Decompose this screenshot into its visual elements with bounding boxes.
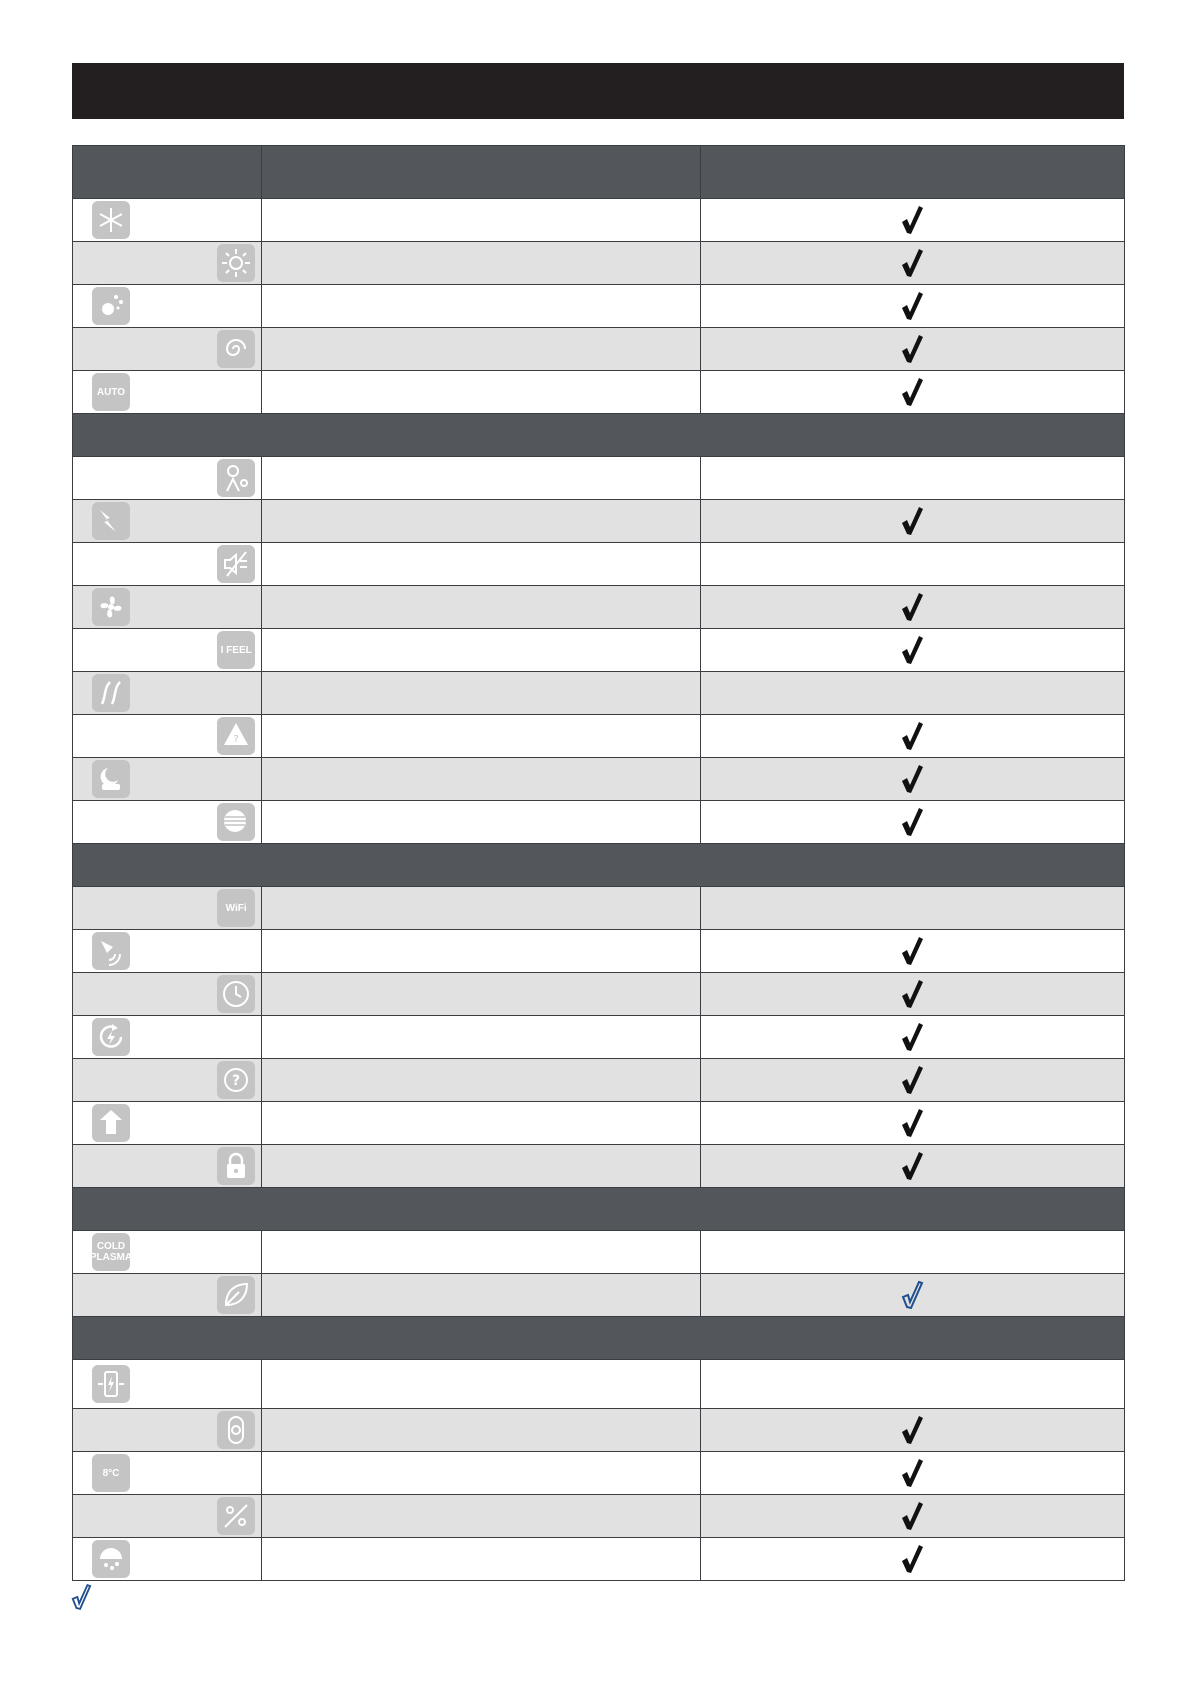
table-row (73, 758, 1125, 801)
icon-cell (73, 887, 262, 930)
table-row (73, 672, 1125, 715)
turbo-icon (92, 502, 130, 540)
icon-cell (73, 1102, 262, 1145)
availability-cell (700, 328, 1124, 371)
check-icon (900, 506, 924, 536)
availability-cell (700, 586, 1124, 629)
feature-cell (262, 801, 700, 844)
dry-icon (92, 287, 130, 325)
feature-cell (262, 973, 700, 1016)
sleep-icon (92, 760, 130, 798)
icon-cell (73, 672, 262, 715)
check-icon (900, 721, 924, 751)
availability-cell (700, 887, 1124, 930)
check-icon (900, 1065, 924, 1095)
feature-cell (262, 199, 700, 242)
check-icon (900, 1501, 924, 1531)
header-cell-icon (73, 146, 262, 199)
check-icon (900, 377, 924, 407)
icon-cell (73, 543, 262, 586)
icon-cell (73, 715, 262, 758)
cold-plasma-icon (89, 1233, 133, 1271)
feature-cell (262, 887, 700, 930)
availability-cell (700, 973, 1124, 1016)
swing-icon (92, 674, 130, 712)
icon-label: 8°C (102, 1467, 120, 1479)
table-row (73, 500, 1125, 543)
availability-cell (700, 371, 1124, 414)
header-cell-availability (700, 146, 1124, 199)
feature-cell (262, 930, 700, 973)
table-row (73, 1016, 1125, 1059)
table-row (73, 242, 1125, 285)
availability-cell (700, 930, 1124, 973)
smart-mode-icon (217, 717, 255, 755)
feature-cell (262, 1452, 700, 1495)
fan-icon (92, 588, 130, 626)
table-row (73, 930, 1125, 973)
check-icon (900, 764, 924, 794)
table-row (73, 371, 1125, 414)
icon-cell (73, 973, 262, 1016)
availability-cell (700, 242, 1124, 285)
icon-cell (73, 1059, 262, 1102)
svg-text:?: ? (233, 734, 239, 745)
icon-cell (73, 1538, 262, 1581)
feature-table (72, 145, 1125, 1581)
svg-text:?: ? (232, 1073, 241, 1089)
check-icon (900, 936, 924, 966)
section-header-cell (73, 844, 1125, 887)
icon-cell (73, 328, 262, 371)
feature-cell (262, 371, 700, 414)
icon-cell (73, 1495, 262, 1538)
availability-cell (700, 758, 1124, 801)
table-row (73, 629, 1125, 672)
availability-cell (700, 1409, 1124, 1452)
section-header-row (73, 414, 1125, 457)
heat-8c-icon (92, 1454, 130, 1492)
feature-cell (262, 1102, 700, 1145)
check-icon (900, 1544, 924, 1574)
section-header-cell (73, 1188, 1125, 1231)
i-feel-icon (217, 631, 255, 669)
availability-cell (700, 1274, 1124, 1317)
icon-label: COLD PLASMA (89, 1241, 133, 1263)
humidity-icon (217, 1497, 255, 1535)
icon-cell (73, 1452, 262, 1495)
availability-cell (700, 543, 1124, 586)
table-row (73, 1409, 1125, 1452)
check-icon (900, 635, 924, 665)
availability-cell (700, 199, 1124, 242)
check-icon (900, 291, 924, 321)
sun-icon (217, 244, 255, 282)
feature-cell (262, 500, 700, 543)
lock-icon (217, 1147, 255, 1185)
optional-check-icon (900, 1280, 924, 1310)
leaf-icon (217, 1276, 255, 1314)
table-row (73, 1231, 1125, 1274)
table-header-row (73, 146, 1125, 199)
table-row (73, 1145, 1125, 1188)
footnote-check-icon (70, 1583, 92, 1611)
icon-cell (73, 500, 262, 543)
fan-swirl-icon (217, 330, 255, 368)
filter-icon (217, 803, 255, 841)
table-row (73, 543, 1125, 586)
icon-cell (73, 801, 262, 844)
snowflake-icon (92, 201, 130, 239)
feature-cell (262, 1274, 700, 1317)
table-row (73, 1538, 1125, 1581)
icon-cell (73, 199, 262, 242)
check-icon (900, 1458, 924, 1488)
availability-cell (700, 1452, 1124, 1495)
icon-label: I FEEL (220, 644, 252, 656)
person-sensor-icon (217, 459, 255, 497)
table-row (73, 973, 1125, 1016)
section-header-row (73, 1188, 1125, 1231)
check-icon (900, 1108, 924, 1138)
self-diagnosis-icon (217, 1061, 255, 1099)
table-row (73, 1495, 1125, 1538)
feature-cell (262, 1360, 700, 1409)
table-row (73, 887, 1125, 930)
availability-cell (700, 715, 1124, 758)
anti-cold-air-icon (92, 1104, 130, 1142)
section-header-row (73, 1317, 1125, 1360)
icon-cell (73, 1145, 262, 1188)
feature-cell (262, 285, 700, 328)
check-icon (900, 205, 924, 235)
header-cell-feature (262, 146, 700, 199)
icon-cell (73, 1360, 262, 1409)
table-row (73, 1360, 1125, 1409)
feature-cell (262, 1016, 700, 1059)
availability-cell (700, 457, 1124, 500)
feature-cell (262, 1495, 700, 1538)
check-icon (900, 807, 924, 837)
check-icon (900, 1022, 924, 1052)
table-row (73, 457, 1125, 500)
check-icon (900, 1151, 924, 1181)
icon-cell (73, 629, 262, 672)
feature-cell (262, 758, 700, 801)
availability-cell (700, 1231, 1124, 1274)
icon-cell (73, 930, 262, 973)
check-icon (900, 334, 924, 364)
feature-cell (262, 1409, 700, 1452)
section-header-cell (73, 414, 1125, 457)
icon-label: AUTO (96, 386, 126, 398)
feature-cell (262, 1538, 700, 1581)
remote-charge-icon (92, 1365, 130, 1403)
feature-cell (262, 672, 700, 715)
feature-cell (262, 715, 700, 758)
feature-cell (262, 586, 700, 629)
icon-label: WiFi (225, 902, 247, 914)
section-header-cell (73, 1317, 1125, 1360)
buzzer-icon (92, 932, 130, 970)
check-icon (900, 1415, 924, 1445)
availability-cell (700, 801, 1124, 844)
icon-cell (73, 758, 262, 801)
table-row (73, 199, 1125, 242)
feature-cell (262, 457, 700, 500)
section-header-row (73, 844, 1125, 887)
auto-mode-icon (92, 373, 130, 411)
table-row (73, 586, 1125, 629)
icon-cell (73, 586, 262, 629)
check-icon (900, 979, 924, 1009)
icon-cell (73, 371, 262, 414)
icon-cell (73, 1409, 262, 1452)
quiet-icon (217, 545, 255, 583)
check-icon (900, 248, 924, 278)
icon-cell (73, 1231, 262, 1274)
availability-cell (700, 1059, 1124, 1102)
table-row (73, 1102, 1125, 1145)
icon-cell (73, 285, 262, 328)
feature-cell (262, 629, 700, 672)
availability-cell (700, 285, 1124, 328)
feature-cell (262, 1231, 700, 1274)
table-row (73, 1059, 1125, 1102)
feature-cell (262, 1145, 700, 1188)
availability-cell (700, 1145, 1124, 1188)
timer-icon (217, 975, 255, 1013)
icon-cell (73, 1016, 262, 1059)
feature-cell (262, 242, 700, 285)
availability-cell (700, 672, 1124, 715)
header-bar (72, 63, 1124, 119)
availability-cell (700, 1102, 1124, 1145)
auto-restart-icon (92, 1018, 130, 1056)
availability-cell (700, 1495, 1124, 1538)
self-clean-icon (92, 1540, 130, 1578)
availability-cell (700, 1538, 1124, 1581)
remote-control-icon (217, 1411, 255, 1449)
table-row (73, 715, 1125, 758)
table-row (73, 1274, 1125, 1317)
feature-cell (262, 1059, 700, 1102)
wifi-icon (217, 889, 255, 927)
availability-cell (700, 1016, 1124, 1059)
icon-cell (73, 457, 262, 500)
feature-cell (262, 543, 700, 586)
availability-cell (700, 629, 1124, 672)
availability-cell (700, 1360, 1124, 1409)
table-row (73, 285, 1125, 328)
feature-cell (262, 328, 700, 371)
table-row (73, 801, 1125, 844)
icon-cell (73, 242, 262, 285)
icon-cell (73, 1274, 262, 1317)
table-row (73, 328, 1125, 371)
availability-cell (700, 500, 1124, 543)
check-icon (900, 592, 924, 622)
table-row (73, 1452, 1125, 1495)
